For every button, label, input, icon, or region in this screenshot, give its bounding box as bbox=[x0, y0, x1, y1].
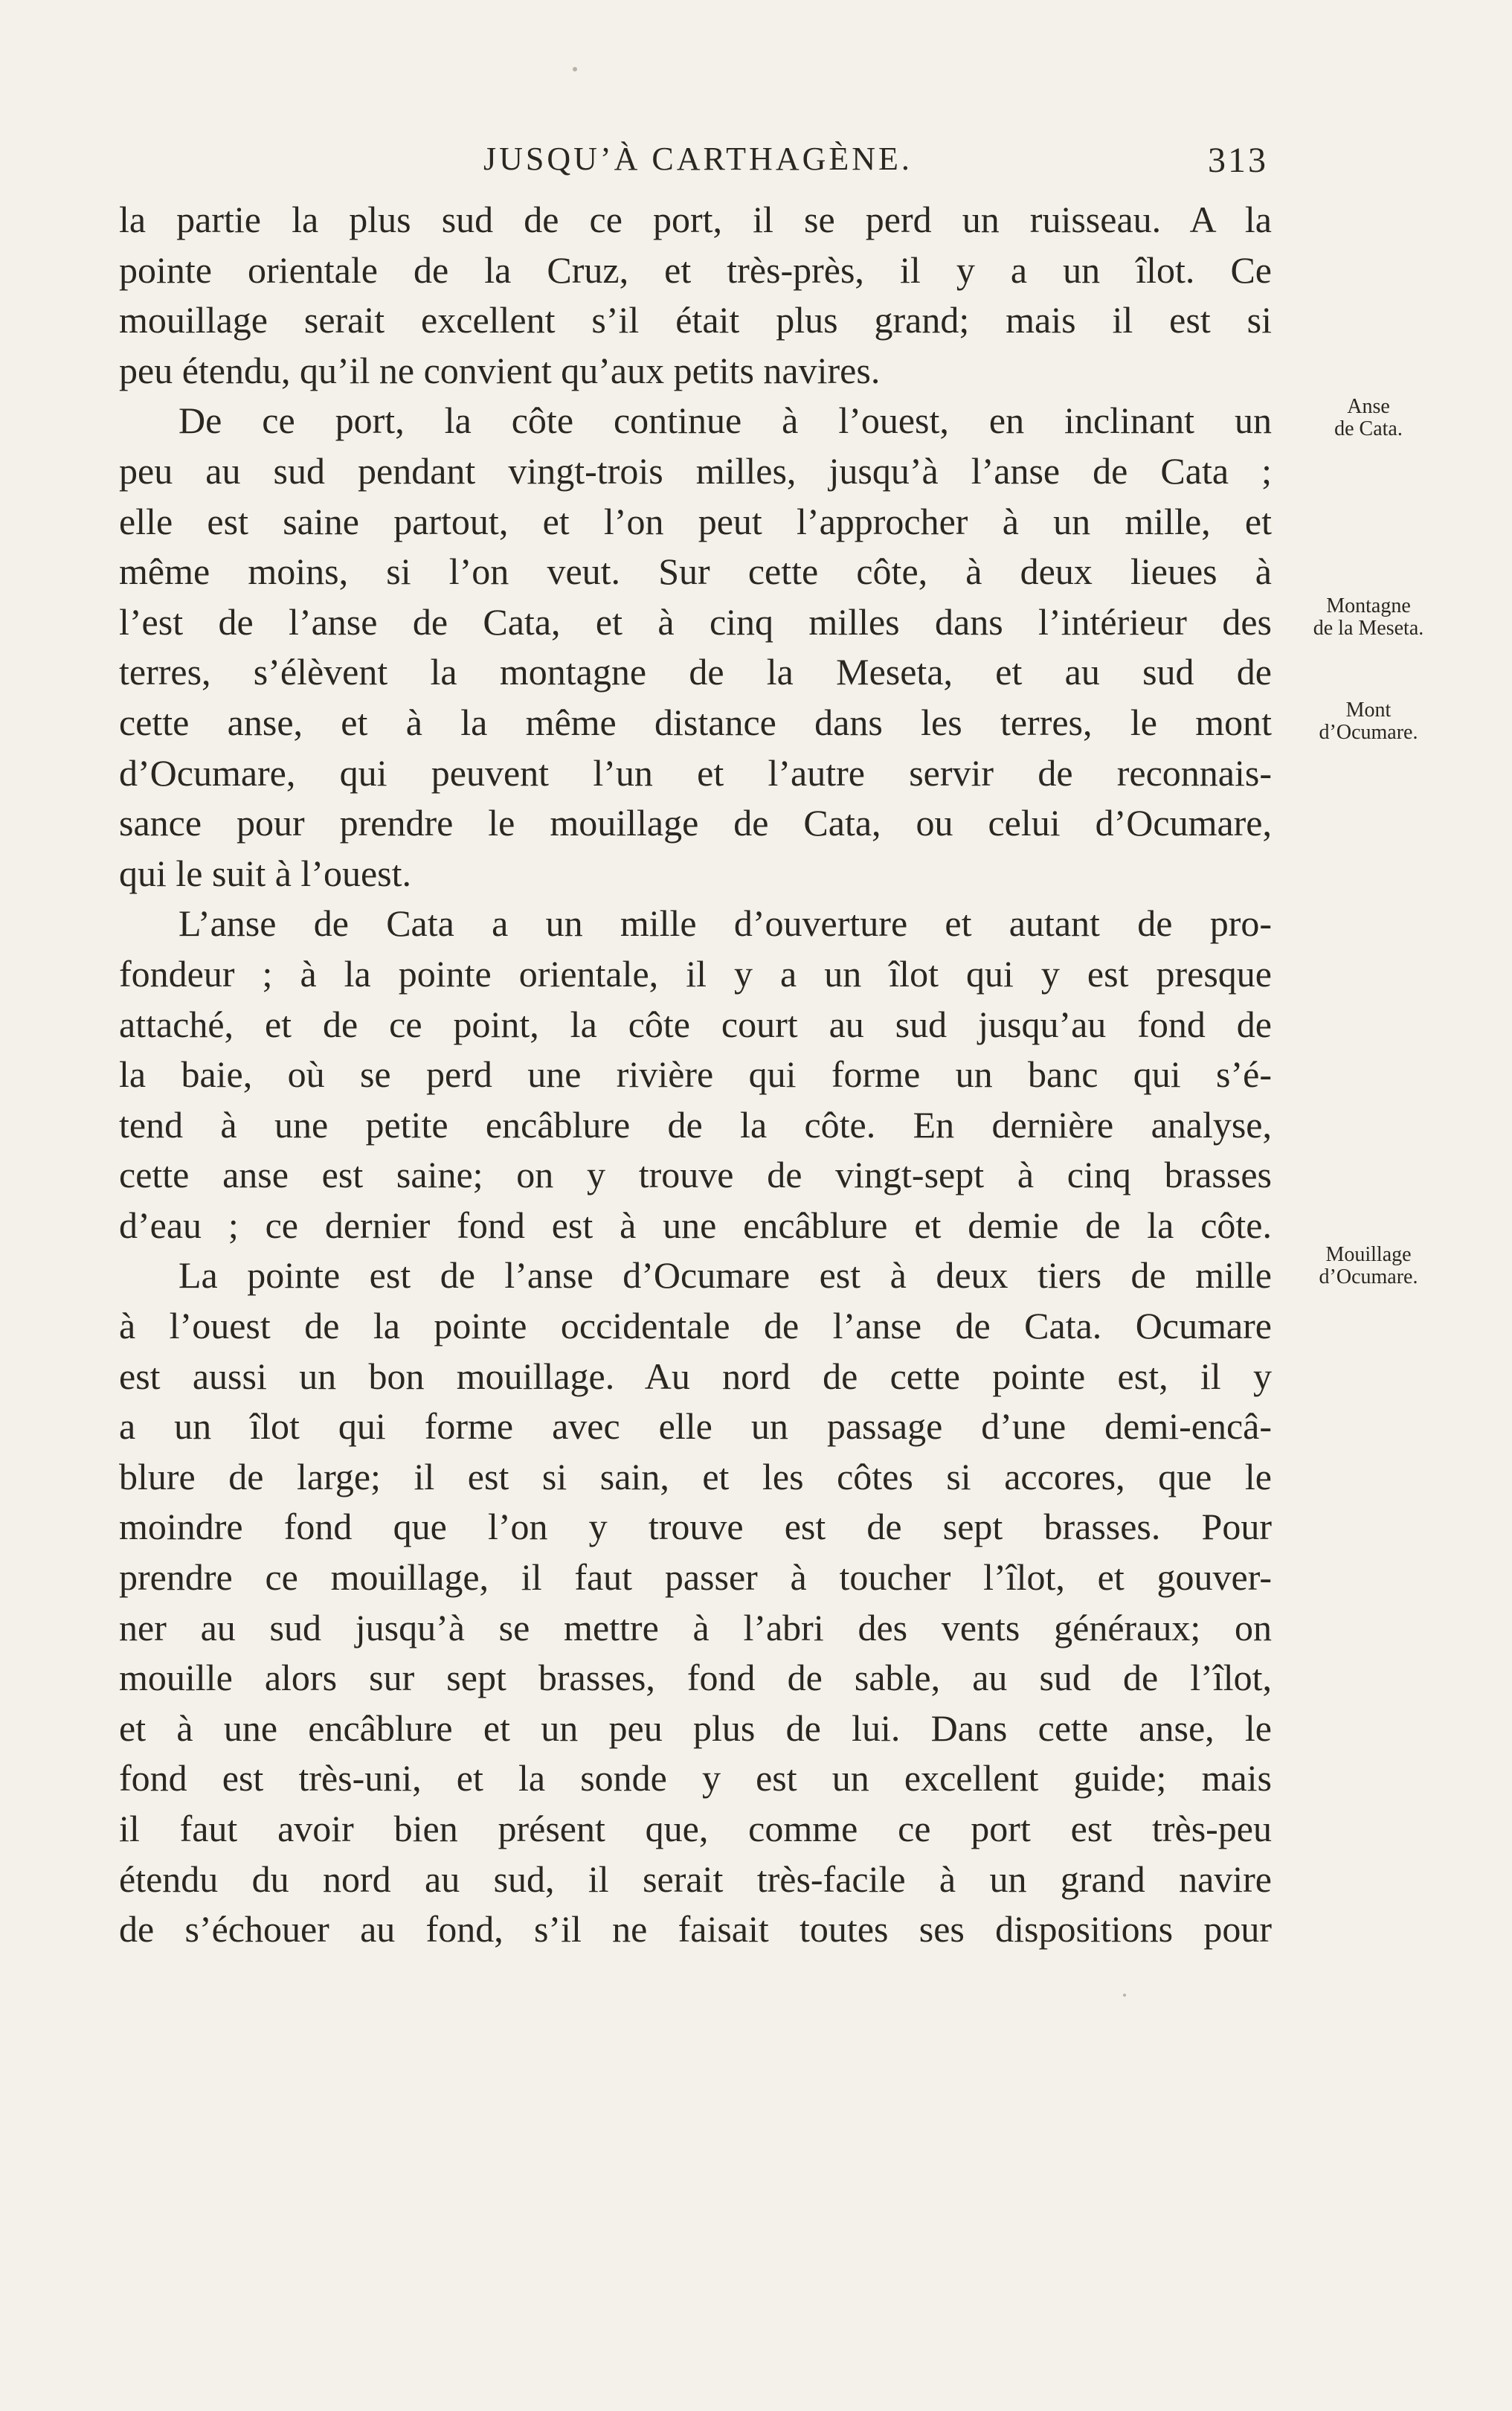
text-line: peu au sud pendant vingt-trois milles, jusqu’à l’anse de Cata ; bbox=[119, 449, 1272, 492]
text-line: l’est de l’anse de Cata, et à cinq milles dans l’intérieur des bbox=[119, 600, 1272, 643]
margin-note-line: d’Ocumare. bbox=[1319, 1265, 1418, 1288]
margin-note-line: Anse bbox=[1347, 395, 1390, 418]
text-line: terres, s’élèvent la montagne de la Meseta, et au sud de bbox=[119, 651, 1272, 693]
text-line: a un îlot qui forme avec elle un passage d’une demi-encâ- bbox=[119, 1405, 1272, 1448]
text-line: La pointe est de l’anse d’Ocumare est à deux tiers de mille bbox=[178, 1254, 1272, 1297]
margin-note-mouillage-d-ocumare bbox=[1290, 1244, 1447, 1288]
text-line: blure de large; il est si sain, et les côtes si accores, que le bbox=[119, 1455, 1272, 1497]
text-line: elle est saine partout, et l’on peut l’approcher à un mille, et bbox=[119, 500, 1272, 542]
text-line: sance pour prendre le mouillage de Cata, ou celui d’Ocumare, bbox=[119, 802, 1272, 844]
text-line: tend à une petite encâblure de la côte. En dernière analyse, bbox=[119, 1103, 1272, 1146]
text-line: et à une encâblure et un peu plus de lui. Dans cette anse, le bbox=[119, 1707, 1272, 1749]
text-line: d’Ocumare, qui peuvent l’un et l’autre servir de reconnais- bbox=[119, 751, 1272, 794]
text-line: mouillage serait excellent s’il était plus grand; mais il est si bbox=[119, 299, 1272, 341]
margin-note-line: Mouillage bbox=[1325, 1243, 1412, 1266]
text-line: prendre ce mouillage, il faut passer à toucher l’îlot, et gouver- bbox=[119, 1556, 1272, 1599]
text-line: fond est très-uni, et la sonde y est un excellent guide; mais bbox=[119, 1757, 1272, 1800]
text-line: même moins, si l’on veut. Sur cette côte, à deux lieues à bbox=[119, 550, 1272, 593]
text-line: la baie, où se perd une rivière qui forme un banc qui s’é- bbox=[119, 1053, 1272, 1096]
text-line: attaché, et de ce point, la côte court au sud jusqu’au fond de bbox=[119, 1003, 1272, 1045]
margin-note-mont-d-ocumare bbox=[1290, 699, 1447, 744]
text-line: de s’échouer au fond, s’il ne faisait toutes ses dispositions pour bbox=[119, 1908, 1272, 1951]
body-text bbox=[119, 195, 1272, 1955]
text-line: mouille alors sur sept brasses, fond de sable, au sud de l’îlot, bbox=[119, 1657, 1272, 1699]
text-line: il faut avoir bien présent que, comme ce port est très-peu bbox=[119, 1808, 1272, 1849]
text-line: étendu du nord au sud, il serait très-facile à un grand navire bbox=[119, 1858, 1272, 1900]
text-line: ner au sud jusqu’à se mettre à l’abri des vents généraux; on bbox=[119, 1606, 1272, 1648]
text-line: la partie la plus sud de ce port, il se perd un ruisseau. A la bbox=[119, 199, 1272, 240]
page-header bbox=[119, 140, 1268, 184]
text-line: d’eau ; ce dernier fond est à une encâblure et demie de la côte. bbox=[119, 1204, 1272, 1246]
margin-note-line: Mont bbox=[1345, 699, 1392, 722]
text-line: De ce port, la côte continue à l’ouest, en inclinant un bbox=[178, 399, 1272, 442]
text-line: cette anse, et à la même distance dans les terres, le mont bbox=[119, 701, 1272, 743]
paper-speck bbox=[1123, 1994, 1126, 1997]
text-line: qui le suit à l’ouest. bbox=[119, 852, 411, 894]
page-number: 313 bbox=[1208, 141, 1268, 180]
text-line: L’anse de Cata a un mille d’ouverture et autant de pro- bbox=[178, 902, 1272, 945]
text-line: pointe orientale de la Cruz, et très-près, il y a un îlot. Ce bbox=[119, 248, 1272, 291]
text-line: à l’ouest de la pointe occidentale de l’anse de Cata. Ocumare bbox=[119, 1305, 1272, 1347]
margin-note-line: Montagne bbox=[1326, 594, 1411, 617]
margin-note-line: de Cata. bbox=[1334, 417, 1403, 440]
margin-note-line: d’Ocumare. bbox=[1319, 721, 1418, 744]
running-head: JUSQU’À CARTHAGÈNE. bbox=[483, 141, 913, 177]
margin-note-anse-de-cata bbox=[1290, 396, 1447, 440]
text-line: cette anse est saine; on y trouve de vingt-sept à cinq brasses bbox=[119, 1154, 1272, 1196]
text-line: moindre fond que l’on y trouve est de sept brasses. Pour bbox=[119, 1506, 1272, 1548]
text-line: fondeur ; à la pointe orientale, il y a un îlot qui y est presque bbox=[119, 952, 1272, 995]
margin-note-line: de la Meseta. bbox=[1313, 617, 1424, 640]
margin-note-montagne-de-la-meseta bbox=[1290, 595, 1447, 640]
paper-speck bbox=[573, 67, 577, 71]
text-line: peu étendu, qu’il ne convient qu’aux petits navires. bbox=[119, 349, 881, 391]
text-line: est aussi un bon mouillage. Au nord de cette pointe est, il y bbox=[119, 1355, 1272, 1397]
